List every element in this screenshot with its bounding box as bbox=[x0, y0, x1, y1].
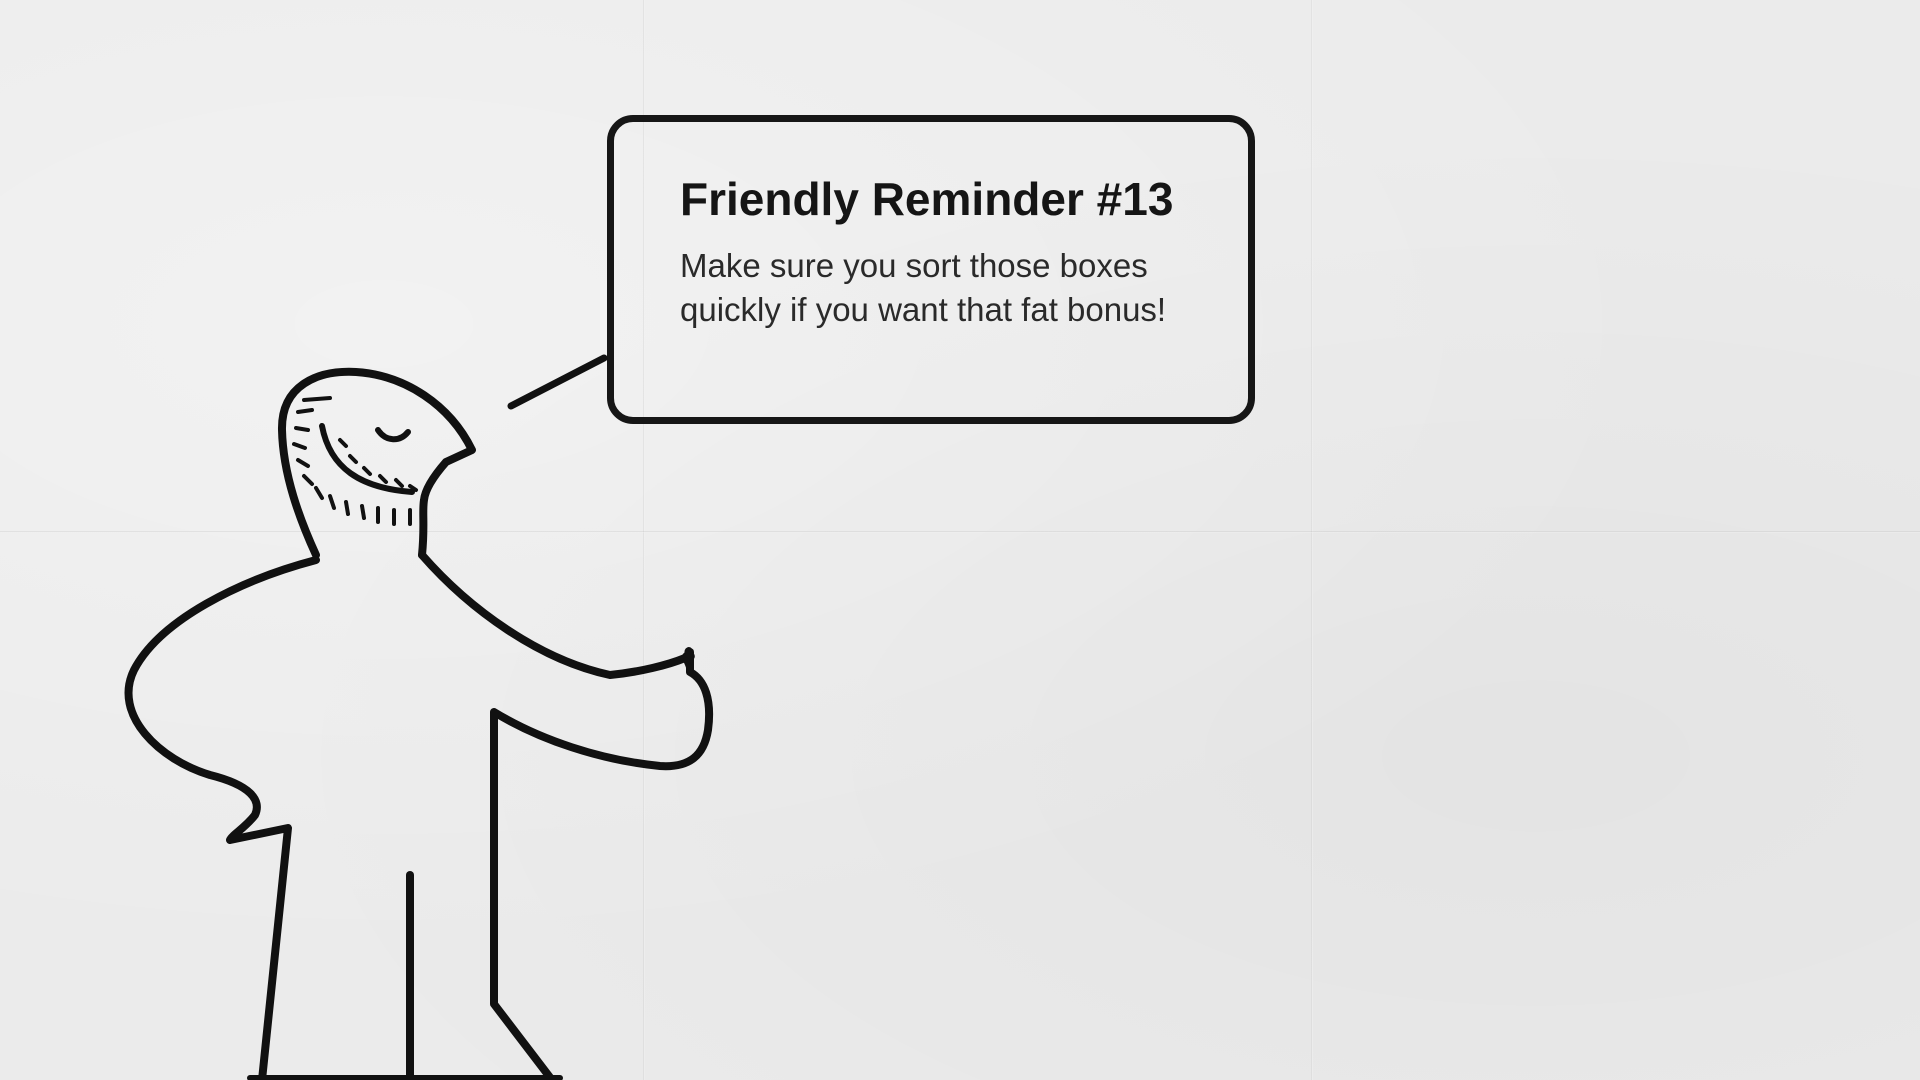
reminder-title: Friendly Reminder #13 bbox=[680, 173, 1174, 225]
closed-eye bbox=[378, 430, 408, 439]
arm-outline bbox=[422, 555, 709, 1080]
beard-hatching bbox=[294, 398, 416, 524]
speech-tail bbox=[511, 358, 604, 406]
body-outline bbox=[129, 560, 316, 1080]
reminder-message: Make sure you sort those boxes quickly if you want that fat bonus! bbox=[680, 247, 1167, 328]
